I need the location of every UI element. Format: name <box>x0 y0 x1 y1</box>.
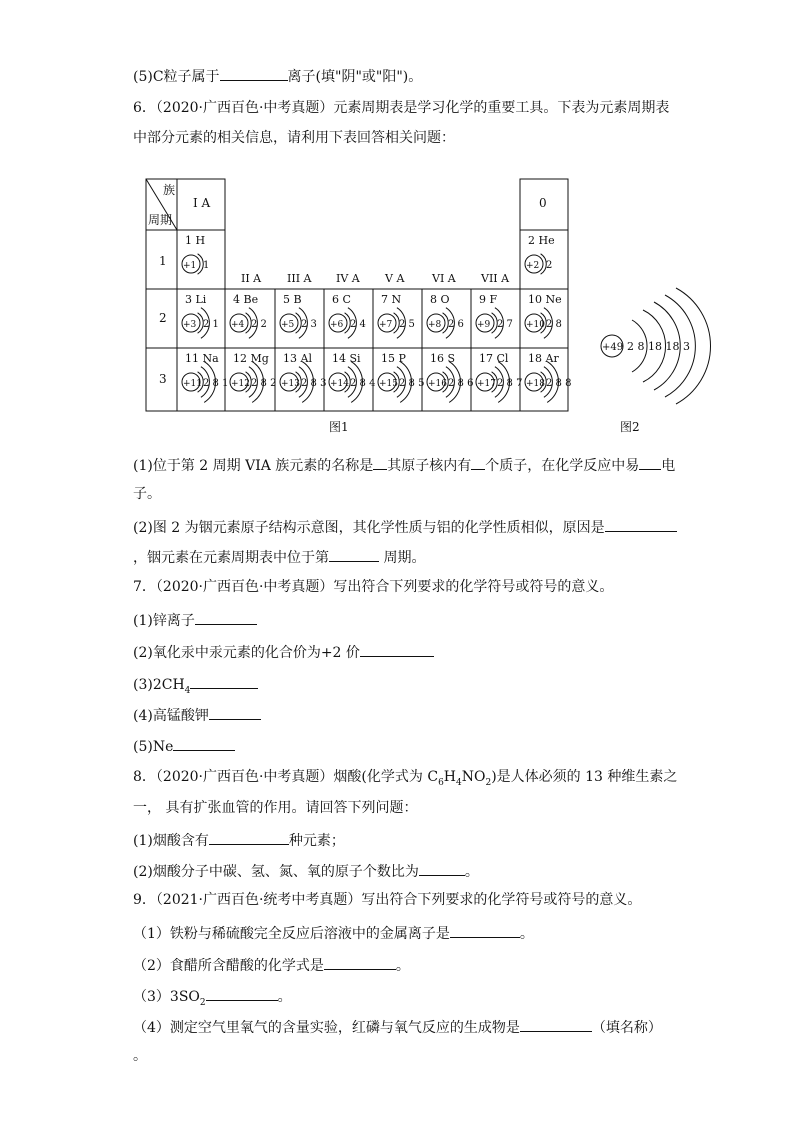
element-symbol: 11 Na <box>185 352 219 365</box>
answer-blank[interactable] <box>373 454 387 470</box>
element-cell-he <box>525 234 555 274</box>
figure-2-caption: 图2 <box>620 420 640 434</box>
q8-line2: 一， 具有扩张血管的作用。请回答下列问题： <box>133 800 418 816</box>
nucleus-charge: +11 <box>183 379 202 389</box>
answer-blank[interactable] <box>209 829 289 845</box>
indium-shells: 2 8 18 18 3 <box>627 340 690 353</box>
answer-blank[interactable] <box>195 609 257 625</box>
element-symbol: 2 He <box>528 234 555 247</box>
q9-title: 9．（2021·广西百色·统考中考真题）写出符合下列要求的化学符号或符号的意义。 <box>133 892 642 908</box>
answer-blank[interactable] <box>206 985 278 1001</box>
nucleus-charge: +7 <box>379 320 393 330</box>
answer-blank[interactable] <box>190 673 258 689</box>
element-cell-be <box>230 293 267 338</box>
group-ia: I A <box>193 196 211 210</box>
q6-line1: 6．（2020·广西百色·中考真题）元素周期表是学习化学的重要工具。下表为元素周期表 <box>133 100 670 116</box>
q7-item5: (5)Ne <box>133 735 235 757</box>
q7-item3: $(3)2CH_4$ <box>133 673 258 701</box>
element-symbol: 9 F <box>479 293 498 306</box>
electron-shells: 2 3 <box>301 319 317 330</box>
answer-blank[interactable] <box>209 704 261 720</box>
electron-shells: 2 6 <box>448 319 464 330</box>
electron-shells: 2 1 <box>203 319 219 330</box>
nucleus-charge: +1 <box>183 261 197 271</box>
answer-blank[interactable] <box>329 546 379 562</box>
electron-shells: 2 8 4 <box>350 378 376 389</box>
q7-item4: (4)高锰酸钾 <box>133 704 261 726</box>
group-iia: II A <box>241 272 262 285</box>
q6-sub2-cont: ，铟元素在元素周期表中位于第 周期。 <box>133 546 425 568</box>
element-symbol: 12 Mg <box>233 352 269 365</box>
electron-shells: 2 8 3 <box>301 378 327 389</box>
nucleus-charge: +13 <box>281 379 300 389</box>
answer-blank[interactable] <box>173 735 235 751</box>
element-cell-n <box>378 293 415 338</box>
q7-item2: (2)氧化汞中汞元素的化合价为+2 价 <box>133 641 434 663</box>
element-symbol: 17 Cl <box>479 352 509 365</box>
nucleus-charge: +12 <box>231 379 250 389</box>
nucleus-charge: +2 <box>526 261 540 271</box>
element-cell-mg <box>230 352 276 402</box>
nucleus-charge: +4 <box>231 320 245 330</box>
q9-sub3: $(3)3SO_2$ 。 <box>133 985 292 1013</box>
electron-shells: 2 8 1 <box>203 378 229 389</box>
answer-blank[interactable] <box>450 922 520 938</box>
nucleus-charge: +8 <box>428 320 442 330</box>
periodic-table-figure <box>0 170 794 460</box>
element-cell-b <box>280 293 317 338</box>
element-cell-c <box>329 293 366 338</box>
element-symbol: 10 Ne <box>528 293 562 306</box>
q7-item1: (1)锌离子 <box>133 609 257 631</box>
group-0: 0 <box>539 196 547 210</box>
element-cell-ne <box>525 293 562 338</box>
corner-group-label: 族 <box>163 183 176 197</box>
group-via: VI A <box>432 272 456 285</box>
answer-blank[interactable] <box>220 65 288 81</box>
electron-shells: 2 8 5 <box>399 378 425 389</box>
nucleus-charge: +15 <box>379 379 398 389</box>
nucleus-charge: +17 <box>477 379 496 389</box>
q8-sub2: (2)烟酸分子中碳、氢、氮、氧的原子个数比为 。 <box>133 860 479 882</box>
corner-period-label: 周期 <box>148 213 173 227</box>
element-symbol: 13 Al <box>283 352 312 365</box>
period-3: 3 <box>159 372 167 386</box>
answer-blank[interactable] <box>639 454 661 470</box>
answer-blank[interactable] <box>419 860 465 876</box>
electron-shells: 2 4 <box>350 319 366 330</box>
element-symbol: 1 H <box>185 234 206 247</box>
element-symbol: 5 B <box>283 293 302 306</box>
element-cell-si <box>329 352 375 402</box>
electron-shells: 2 8 2 <box>251 378 277 389</box>
figure-1-caption: 图1 <box>329 420 349 434</box>
element-symbol: 18 Ar <box>528 352 559 365</box>
indium-atom-diagram <box>601 288 711 404</box>
nucleus-charge: +9 <box>477 320 491 330</box>
element-cell-p <box>378 352 424 402</box>
element-symbol: 8 O <box>430 293 450 306</box>
q6-line2: 中部分元素的相关信息，请利用下表回答相关问题： <box>133 130 455 146</box>
element-symbol: 16 S <box>430 352 456 365</box>
nucleus-charge: +3 <box>183 320 197 330</box>
element-cell-al <box>280 352 326 402</box>
electron-shells: 2 8 <box>546 319 562 330</box>
group-va: V A <box>385 272 405 285</box>
electron-shells: 2 <box>546 260 553 271</box>
answer-blank[interactable] <box>324 954 396 970</box>
element-cell-s <box>427 352 473 402</box>
q6-sub1: (1)位于第 2 周期 VIA 族元素的名称是 其原子核内有 个质子，在化学反应中易 电 <box>133 454 675 476</box>
nucleus-charge: +18 <box>526 379 545 389</box>
group-iiia: III A <box>287 272 312 285</box>
element-symbol: 14 Si <box>332 352 361 365</box>
q8-line1: 8．（2020·广西百色·中考真题）烟酸(化学式为 $C_6H_4NO_2$)是人体必须的 13 种维生素之 <box>133 769 678 788</box>
answer-blank[interactable] <box>360 641 434 657</box>
electron-shells: 2 5 <box>399 319 415 330</box>
element-cell-cl <box>476 352 522 402</box>
nucleus-charge: +5 <box>281 320 295 330</box>
q6-sub2: (2)图 2 为铟元素原子结构示意图，其化学性质与铝的化学性质相似，原因是 <box>133 516 677 538</box>
q9-sub4: （4）测定空气里氧气的含量实验，红磷与氧气反应的生成物是 （填名称） <box>133 1016 662 1038</box>
nucleus-charge: +16 <box>428 379 447 389</box>
nucleus-charge: +6 <box>330 320 344 330</box>
q5-line: (5)C粒子属于 离子(填"阴"或"阳")。 <box>133 65 422 87</box>
element-cell-ar <box>525 352 571 402</box>
electron-shells: 2 8 6 <box>448 378 474 389</box>
element-cell-li <box>182 293 219 338</box>
q9-sub4-cont: 。 <box>133 1048 147 1064</box>
element-cell-na <box>182 352 228 402</box>
answer-blank[interactable] <box>520 1016 592 1032</box>
element-cell-o <box>427 293 464 338</box>
answer-blank[interactable] <box>471 454 485 470</box>
q7-title: 7．（2020·广西百色·中考真题）写出符合下列要求的化学符号或符号的意义。 <box>133 579 614 595</box>
indium-nucleus: +49 <box>602 342 624 353</box>
element-cell-h <box>182 234 209 274</box>
period-1: 1 <box>159 254 167 268</box>
q9-sub2: （2）食醋所含醋酸的化学式是 。 <box>133 954 410 976</box>
period-2: 2 <box>159 311 167 325</box>
group-viia: VII A <box>481 272 510 285</box>
electron-shells: 2 7 <box>497 319 513 330</box>
electron-shells: 2 8 7 <box>497 378 523 389</box>
q9-sub1: （1）铁粉与稀硫酸完全反应后溶液中的金属离子是 。 <box>133 922 534 944</box>
electron-shells: 1 <box>203 260 210 271</box>
q8-sub1: (1)烟酸含有 种元素； <box>133 829 345 851</box>
element-symbol: 7 N <box>381 293 402 306</box>
nucleus-charge: +14 <box>330 379 349 389</box>
electron-shells: 2 2 <box>251 319 267 330</box>
nucleus-charge: +10 <box>526 320 545 330</box>
element-symbol: 6 C <box>332 293 351 306</box>
element-cell-f <box>476 293 513 338</box>
q6-sub1-cont: 子。 <box>133 486 161 502</box>
electron-shells: 2 8 8 <box>546 378 572 389</box>
element-symbol: 4 Be <box>233 293 259 306</box>
group-iva: IV A <box>336 272 360 285</box>
element-symbol: 3 Li <box>185 293 207 306</box>
element-symbol: 15 P <box>381 352 406 365</box>
answer-blank[interactable] <box>605 516 677 532</box>
